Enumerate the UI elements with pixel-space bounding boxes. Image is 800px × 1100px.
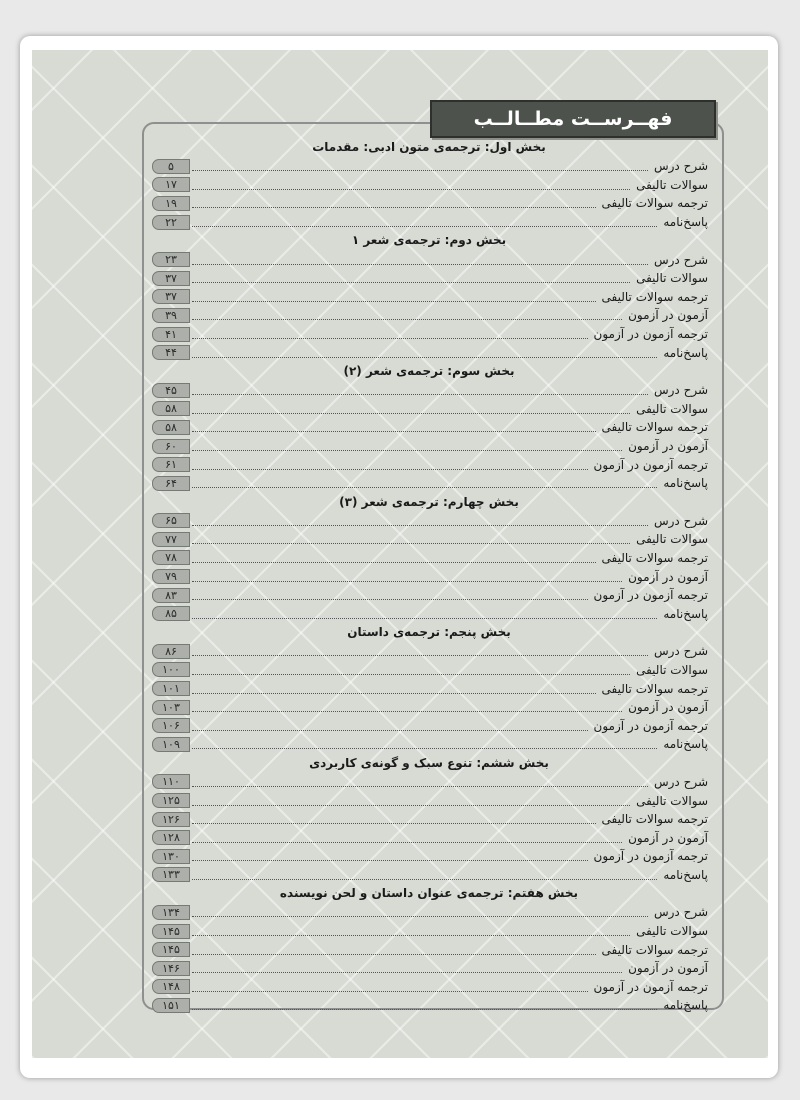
- toc-entry-label: ترجمه آزمون در آزمون: [593, 457, 708, 472]
- toc-entry-label: آزمون در آزمون: [628, 830, 708, 845]
- page-number-tab: ۳۹: [152, 308, 190, 323]
- page-number-tab: ۵۸: [152, 401, 190, 416]
- dot-leader: [192, 572, 622, 582]
- toc-entry[interactable]: [150, 530, 708, 549]
- contents-header: [430, 100, 716, 138]
- page-number-tab: ۱۴۵: [152, 924, 190, 939]
- toc-entry-label: ترجمه آزمون در آزمون: [593, 588, 708, 603]
- section-title: بخش ششم: تنوع سبک و گونه‌ی کاربردی: [309, 755, 549, 770]
- toc-entry[interactable]: [150, 400, 708, 419]
- toc-entry-label: شرح درس: [653, 905, 708, 920]
- page-number-tab: ۱۰۰: [152, 662, 190, 677]
- section-title: بخش هفتم: ترجمه‌ی عنوان داستان و لحن نویسنده: [279, 886, 579, 901]
- page-number-tab: ۱۰۱: [152, 681, 190, 696]
- toc-entry[interactable]: [150, 959, 708, 978]
- dot-leader: [192, 777, 648, 787]
- toc-entry[interactable]: [150, 642, 708, 661]
- dot-leader: [192, 907, 648, 917]
- toc-entry-label: سوالات تالیفی: [636, 532, 708, 547]
- page-number-tab: ۱۴۵: [152, 942, 190, 957]
- toc-entry[interactable]: [150, 455, 708, 474]
- dot-leader: [192, 590, 588, 600]
- dot-leader: [192, 609, 657, 619]
- toc-entry-label: شرح درس: [653, 252, 708, 267]
- dot-leader: [192, 161, 648, 171]
- dot-leader: [192, 198, 596, 208]
- page-number-tab: ۶۵: [152, 513, 190, 528]
- page-number-tab: ۶۴: [152, 476, 190, 491]
- page-number-tab: ۱۴۸: [152, 979, 190, 994]
- toc-entry[interactable]: [150, 922, 708, 941]
- dot-leader: [192, 702, 622, 712]
- toc-entry-label: ترجمه سوالات تالیفی: [601, 420, 708, 435]
- dot-leader: [192, 684, 596, 694]
- dot-leader: [192, 945, 596, 955]
- toc-entry-label: پاسخ‌نامه: [663, 867, 708, 882]
- toc-entry[interactable]: [150, 940, 708, 959]
- dot-leader: [192, 721, 588, 731]
- toc-entry[interactable]: [150, 586, 708, 605]
- toc-entry-label: پاسخ‌نامه: [663, 737, 708, 752]
- dot-leader: [192, 310, 622, 320]
- toc-entry-label: سوالات تالیفی: [636, 662, 708, 677]
- toc-entry[interactable]: [150, 996, 708, 1015]
- dot-leader: [192, 516, 648, 526]
- section-title: بخش دوم: ترجمه‌ی شعر ۱: [351, 233, 507, 248]
- toc-entry-label: شرح درس: [653, 644, 708, 659]
- dot-leader: [192, 851, 588, 861]
- toc-entry[interactable]: [150, 250, 708, 269]
- toc-entry-label: آزمون در آزمون: [628, 439, 708, 454]
- toc-entry[interactable]: [150, 157, 708, 176]
- toc-entry-label: ترجمه آزمون در آزمون: [593, 979, 708, 994]
- dot-leader: [192, 404, 630, 414]
- dot-leader: [192, 478, 657, 488]
- dot-leader: [192, 982, 588, 992]
- toc-entry[interactable]: [150, 828, 708, 847]
- page-number-tab: ۶۱: [152, 457, 190, 472]
- dot-leader: [192, 385, 648, 395]
- toc-entry-label: شرح درس: [653, 159, 708, 174]
- page-number-tab: ۱۱۰: [152, 774, 190, 789]
- page-number-tab: ۱۰۳: [152, 700, 190, 715]
- toc-entry-label: ترجمه سوالات تالیفی: [601, 196, 708, 211]
- toc-entry-label: سوالات تالیفی: [636, 271, 708, 286]
- toc-entry[interactable]: [150, 716, 708, 735]
- toc-entry[interactable]: [150, 306, 708, 325]
- dot-leader: [192, 255, 648, 265]
- page-number-tab: ۱۴۶: [152, 961, 190, 976]
- dot-leader: [192, 963, 622, 973]
- page-number-tab: ۸۶: [152, 644, 190, 659]
- toc-entry-label: آزمون در آزمون: [628, 961, 708, 976]
- toc-entry-label: ترجمه سوالات تالیفی: [601, 812, 708, 827]
- toc-entry[interactable]: [150, 698, 708, 717]
- page-number-tab: ۶۰: [152, 439, 190, 454]
- toc-entry-label: شرح درس: [653, 383, 708, 398]
- dot-leader: [192, 646, 648, 656]
- page-number-tab: ۳۷: [152, 289, 190, 304]
- toc-entry[interactable]: [150, 567, 708, 586]
- page-number-tab: ۱۲۶: [152, 812, 190, 827]
- toc-entry-label: سوالات تالیفی: [636, 924, 708, 939]
- dot-leader: [192, 1000, 657, 1010]
- toc-entry-label: شرح درس: [653, 774, 708, 789]
- dot-leader: [192, 833, 622, 843]
- dot-leader: [192, 180, 630, 190]
- toc-entry[interactable]: [150, 176, 708, 195]
- page-number-tab: ۱۰۹: [152, 737, 190, 752]
- page-number-tab: ۱۲۸: [152, 830, 190, 845]
- page-number-tab: ۱۳۴: [152, 905, 190, 920]
- toc-entry[interactable]: [150, 847, 708, 866]
- toc-entry-label: آزمون در آزمون: [628, 569, 708, 584]
- toc-entry[interactable]: [150, 343, 708, 362]
- page-number-tab: ۱۷: [152, 177, 190, 192]
- toc-entry[interactable]: [150, 418, 708, 437]
- page-number-tab: ۱۲۵: [152, 793, 190, 808]
- toc-entry[interactable]: [150, 512, 708, 531]
- dot-leader: [192, 422, 596, 432]
- section-title: بخش اول: ترجمه‌ی متون ادبی: مقدمات: [312, 140, 546, 154]
- toc-entry-label: سوالات تالیفی: [636, 401, 708, 416]
- table-of-contents: [150, 138, 708, 1015]
- toc-entry-label: ترجمه آزمون در آزمون: [593, 849, 708, 864]
- dot-leader: [192, 460, 588, 470]
- section-title: بخش سوم: ترجمه‌ی شعر (۲): [343, 363, 515, 378]
- toc-entry[interactable]: [150, 269, 708, 288]
- toc-entry-label: سوالات تالیفی: [636, 793, 708, 808]
- toc-entry[interactable]: [150, 978, 708, 997]
- toc-entry-label: ترجمه آزمون در آزمون: [593, 718, 708, 733]
- toc-entry[interactable]: [150, 381, 708, 400]
- toc-entry-label: پاسخ‌نامه: [663, 998, 708, 1013]
- toc-entry-label: آزمون در آزمون: [628, 700, 708, 715]
- toc-entry[interactable]: [150, 549, 708, 568]
- toc-entry[interactable]: [150, 791, 708, 810]
- toc-entry[interactable]: [150, 735, 708, 754]
- dot-leader: [192, 441, 622, 451]
- dot-leader: [192, 534, 630, 544]
- dot-leader: [192, 665, 630, 675]
- toc-entry-label: شرح درس: [653, 513, 708, 528]
- page-title: فهــرســت مطــالــب: [473, 108, 673, 130]
- page-number-tab: ۴۱: [152, 327, 190, 342]
- toc-entry-label: سوالات تالیفی: [636, 177, 708, 192]
- toc-entry-label: ترجمه سوالات تالیفی: [601, 550, 708, 565]
- toc-entry[interactable]: [150, 325, 708, 344]
- page-number-tab: ۳۷: [152, 271, 190, 286]
- page-number-tab: ۸۳: [152, 588, 190, 603]
- page-number-tab: ۸۵: [152, 606, 190, 621]
- toc-entry[interactable]: [150, 194, 708, 213]
- toc-entry[interactable]: [150, 903, 708, 922]
- toc-entry[interactable]: [150, 773, 708, 792]
- page-number-tab: ۷۸: [152, 550, 190, 565]
- toc-entry-label: پاسخ‌نامه: [663, 215, 708, 230]
- toc-entry[interactable]: [150, 288, 708, 307]
- toc-entry-label: ترجمه سوالات تالیفی: [601, 289, 708, 304]
- toc-entry-label: آزمون در آزمون: [628, 308, 708, 323]
- toc-entry[interactable]: [150, 679, 708, 698]
- page-number-tab: ۲۳: [152, 252, 190, 267]
- dot-leader: [192, 814, 596, 824]
- page-number-tab: ۷۹: [152, 569, 190, 584]
- page-number-tab: ۱۳۳: [152, 867, 190, 882]
- toc-entry-label: ترجمه سوالات تالیفی: [601, 942, 708, 957]
- toc-entry[interactable]: [150, 213, 708, 232]
- toc-entry[interactable]: [150, 661, 708, 680]
- section-title: بخش پنجم: ترجمه‌ی داستان: [347, 625, 511, 640]
- dot-leader: [192, 348, 657, 358]
- page-number-tab: ۲۲: [152, 215, 190, 230]
- toc-entry[interactable]: [150, 437, 708, 456]
- dot-leader: [192, 217, 657, 227]
- page-number-tab: ۱۰۶: [152, 718, 190, 733]
- toc-entry[interactable]: [150, 866, 708, 885]
- toc-entry-label: پاسخ‌نامه: [663, 606, 708, 621]
- dot-leader: [192, 926, 630, 936]
- page-number-tab: ۵: [152, 159, 190, 174]
- dot-leader: [192, 329, 588, 339]
- section-title: بخش چهارم: ترجمه‌ی شعر (۳): [339, 494, 519, 509]
- toc-entry[interactable]: [150, 604, 708, 623]
- dot-leader: [192, 292, 596, 302]
- dot-leader: [192, 273, 630, 283]
- page-number-tab: ۴۵: [152, 383, 190, 398]
- dot-leader: [192, 796, 630, 806]
- dot-leader: [192, 553, 596, 563]
- toc-entry[interactable]: [150, 474, 708, 493]
- dot-leader: [192, 870, 657, 880]
- page-number-tab: ۷۷: [152, 532, 190, 547]
- page-number-tab: ۱۳۰: [152, 849, 190, 864]
- toc-entry[interactable]: [150, 810, 708, 829]
- toc-entry-label: ترجمه سوالات تالیفی: [601, 681, 708, 696]
- page-number-tab: ۵۸: [152, 420, 190, 435]
- dot-leader: [192, 739, 657, 749]
- page-number-tab: ۱۵۱: [152, 998, 190, 1013]
- page-number-tab: ۴۴: [152, 345, 190, 360]
- toc-entry-label: پاسخ‌نامه: [663, 476, 708, 491]
- toc-entry-label: پاسخ‌نامه: [663, 345, 708, 360]
- toc-entry-label: ترجمه آزمون در آزمون: [593, 327, 708, 342]
- page-number-tab: ۱۹: [152, 196, 190, 211]
